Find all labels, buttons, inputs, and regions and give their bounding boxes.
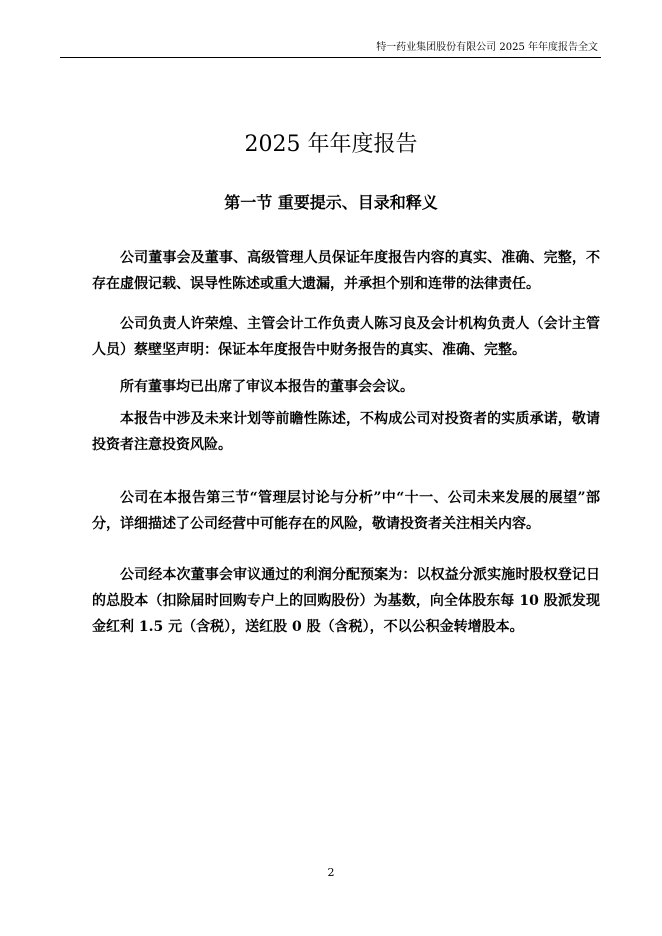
- section-heading: 第一节 重要提示、目录和释义: [224, 193, 438, 212]
- paragraph-board-guarantee: 公司董事会及董事、高级管理人员保证年度报告内容的真实、准确、完整，不存在虚假记载、误导性陈述或重大遗漏，并承担个别和连带的法律责任。: [92, 250, 600, 292]
- page-number: 2: [327, 866, 335, 879]
- header-divider: [60, 57, 601, 58]
- report-title: 2025 年年度报告: [244, 132, 418, 157]
- paragraph-forward-looking: 本报告中涉及未来计划等前瞻性陈述，不构成公司对投资者的实质承诺，敬请投资者注意投资风险。: [92, 411, 600, 453]
- paragraph-responsible-persons: 公司负责人许荣煌、主管会计工作负责人陈习良及会计机构负责人（会计主管人员）蔡壁坚声明：保证本年度报告中财务报告的真实、准确、完整。: [92, 316, 600, 358]
- paragraph-profit-distribution: 公司经本次董事会审议通过的利润分配预案为：以权益分派实施时股权登记日的总股本（扣除届时回购专户上的回购股份）为基数，向全体股东每 10 股派发现金红利 1.5 元（含税），送红股 0 股（含税），不以公积金转增股本。: [92, 567, 600, 635]
- paragraph-risk-notice: 公司在本报告第三节“管理层讨论与分析”中“十一、公司未来发展的展望”部分，详细描述了公司经营中可能存在的风险，敬请投资者关注相关内容。: [92, 490, 600, 532]
- paragraph-directors-attendance: 所有董事均已出席了审议本报告的董事会会议。: [120, 379, 414, 395]
- running-header: 特一药业集团股份有限公司 2025 年年度报告全文: [376, 42, 598, 53]
